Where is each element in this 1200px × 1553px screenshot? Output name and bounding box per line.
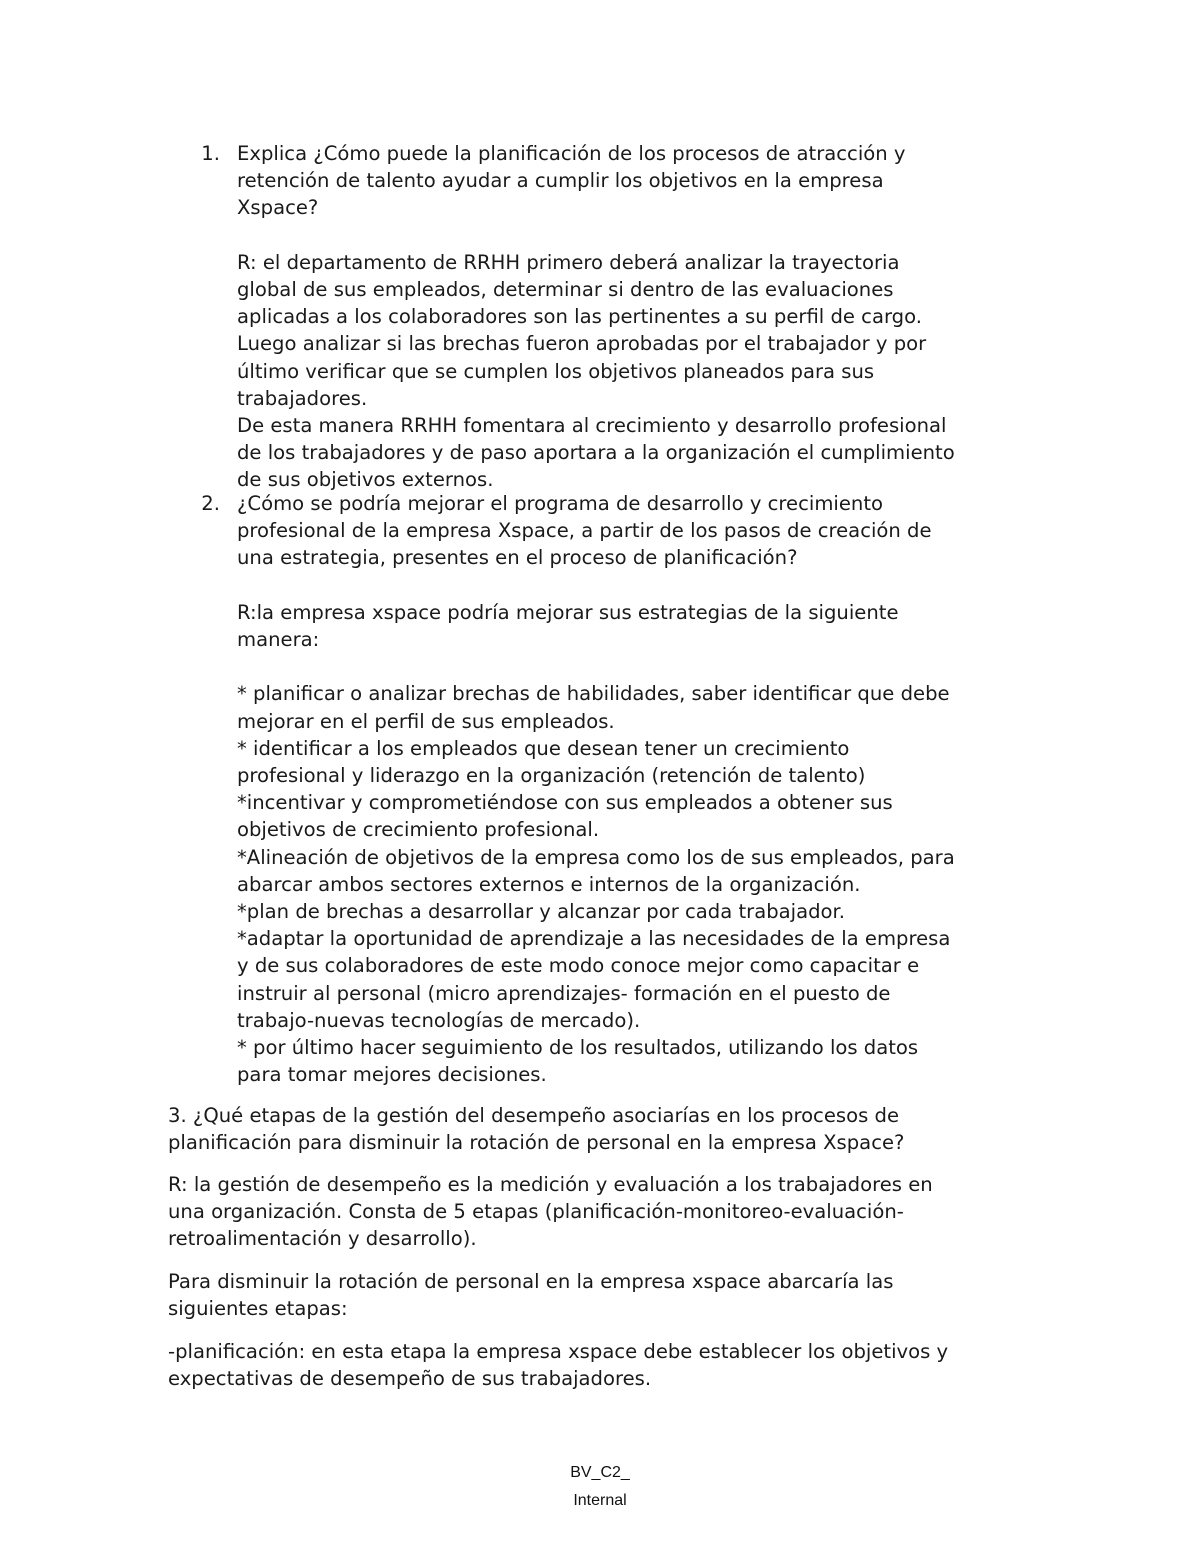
question-2 [237,490,955,1088]
paragraph-stages [168,1268,893,1322]
answer-3-line: retroalimentación y desarrollo). [168,1227,477,1251]
answer-1-line: global de sus empleados, determinar si dentro de las evaluaciones [237,278,894,301]
answer-1-line: trabajadores. [237,386,368,410]
bullet-line: *adaptar la oportunidad de aprendizaje a las necesidades de la empresa [237,927,951,951]
answer-1-line: Luego analizar si las brechas fueron aprobadas por el trabajador y por [237,332,927,356]
bullet-line: objetivos de crecimiento profesional. [237,818,600,842]
list-number-2: 2. [201,492,220,515]
bullet-line: mejorar en el perfil de sus empleados. [237,709,615,733]
answer-1-line: último verificar que se cumplen los objetivos planeados para sus [237,359,875,383]
question-1-line: Xspace? [237,196,319,220]
answer-1-line: aplicadas a los colaboradores son las pertinentes a su perfil de cargo. [237,305,922,329]
question-3 [168,1102,904,1156]
bullet-line: trabajo-nuevas tecnologías de mercado). [237,1008,641,1032]
question-2-line: profesional de la empresa Xspace, a partir de los pasos de creación de [237,519,932,543]
answer-3 [168,1171,933,1253]
question-1-line: Explica ¿Cómo puede la planificación de los procesos de atracción y [237,142,906,165]
answer-3-line: una organización. Consta de 5 etapas (planificación-monitoreo-evaluación- [168,1200,904,1224]
answer-3-line: R: la gestión de desempeño es la medición y evaluación a los trabajadores en [168,1173,933,1196]
answer-1-line: de los trabajadores y de paso aportara a la organización el cumplimiento [237,441,955,465]
answer-2-intro-line: R:la empresa xspace podría mejorar sus estrategias de la siguiente [237,600,899,624]
bullet-line: *plan de brechas a desarrollar y alcanzar por cada trabajador. [237,900,846,924]
footer-code: BV_C2_ [570,1464,630,1481]
question-3-line: planificación para disminuir la rotación de personal en la empresa Xspace? [168,1131,905,1155]
bullet-line: *Alineación de objetivos de la empresa como los de sus empleados, para [237,845,955,869]
bullet-line: * identificar a los empleados que desean tener un crecimiento [237,736,850,760]
paragraph-line: Para disminuir la rotación de personal en la empresa xspace abarcaría las [168,1270,894,1293]
answer-2-intro-line: manera: [237,628,320,651]
bullet-line: y de sus colaboradores de este modo conoce mejor como capacitar e [237,954,920,978]
bullet-line: * por último hacer seguimiento de los resultados, utilizando los datos [237,1036,919,1060]
bullet-line: para tomar mejores decisiones. [237,1063,547,1087]
paragraph-line: -planificación: en esta etapa la empresa xspace debe establecer los objetivos y [168,1340,949,1363]
question-1 [237,140,955,494]
question-3-line: 3. ¿Qué etapas de la gestión del desempeño asociarías en los procesos de [168,1104,900,1127]
paragraph-line: siguientes etapas: [168,1297,348,1321]
question-1-line: retención de talento ayudar a cumplir los objetivos en la empresa [237,169,884,193]
question-2-line: una estrategia, presentes en el proceso de planificación? [237,546,798,570]
bullet-line: *incentivar y comprometiéndose con sus empleados a obtener sus [237,791,893,815]
bullet-line: profesional y liderazgo en la organización (retención de talento) [237,764,866,787]
answer-1-line: R: el departamento de RRHH primero deberá analizar la trayectoria [237,250,900,274]
bullet-line: instruir al personal (micro aprendizajes- formación en el puesto de [237,981,891,1005]
bullet-line: abarcar ambos sectores externos e internos de la organización. [237,872,861,896]
answer-1-line: de sus objetivos externos. [237,468,494,492]
paragraph-planning [168,1338,948,1392]
paragraph-line: expectativas de desempeño de sus trabajadores. [168,1367,652,1391]
footer-classification: Internal [573,1492,627,1509]
bullet-line: * planificar o analizar brechas de habilidades, saber identificar que debe [237,682,950,706]
answer-1-line: De esta manera RRHH fomentara al crecimiento y desarrollo profesional [237,414,947,438]
list-number-1: 1. [201,142,220,165]
question-2-line: ¿Cómo se podría mejorar el programa de desarrollo y crecimiento [237,492,884,515]
